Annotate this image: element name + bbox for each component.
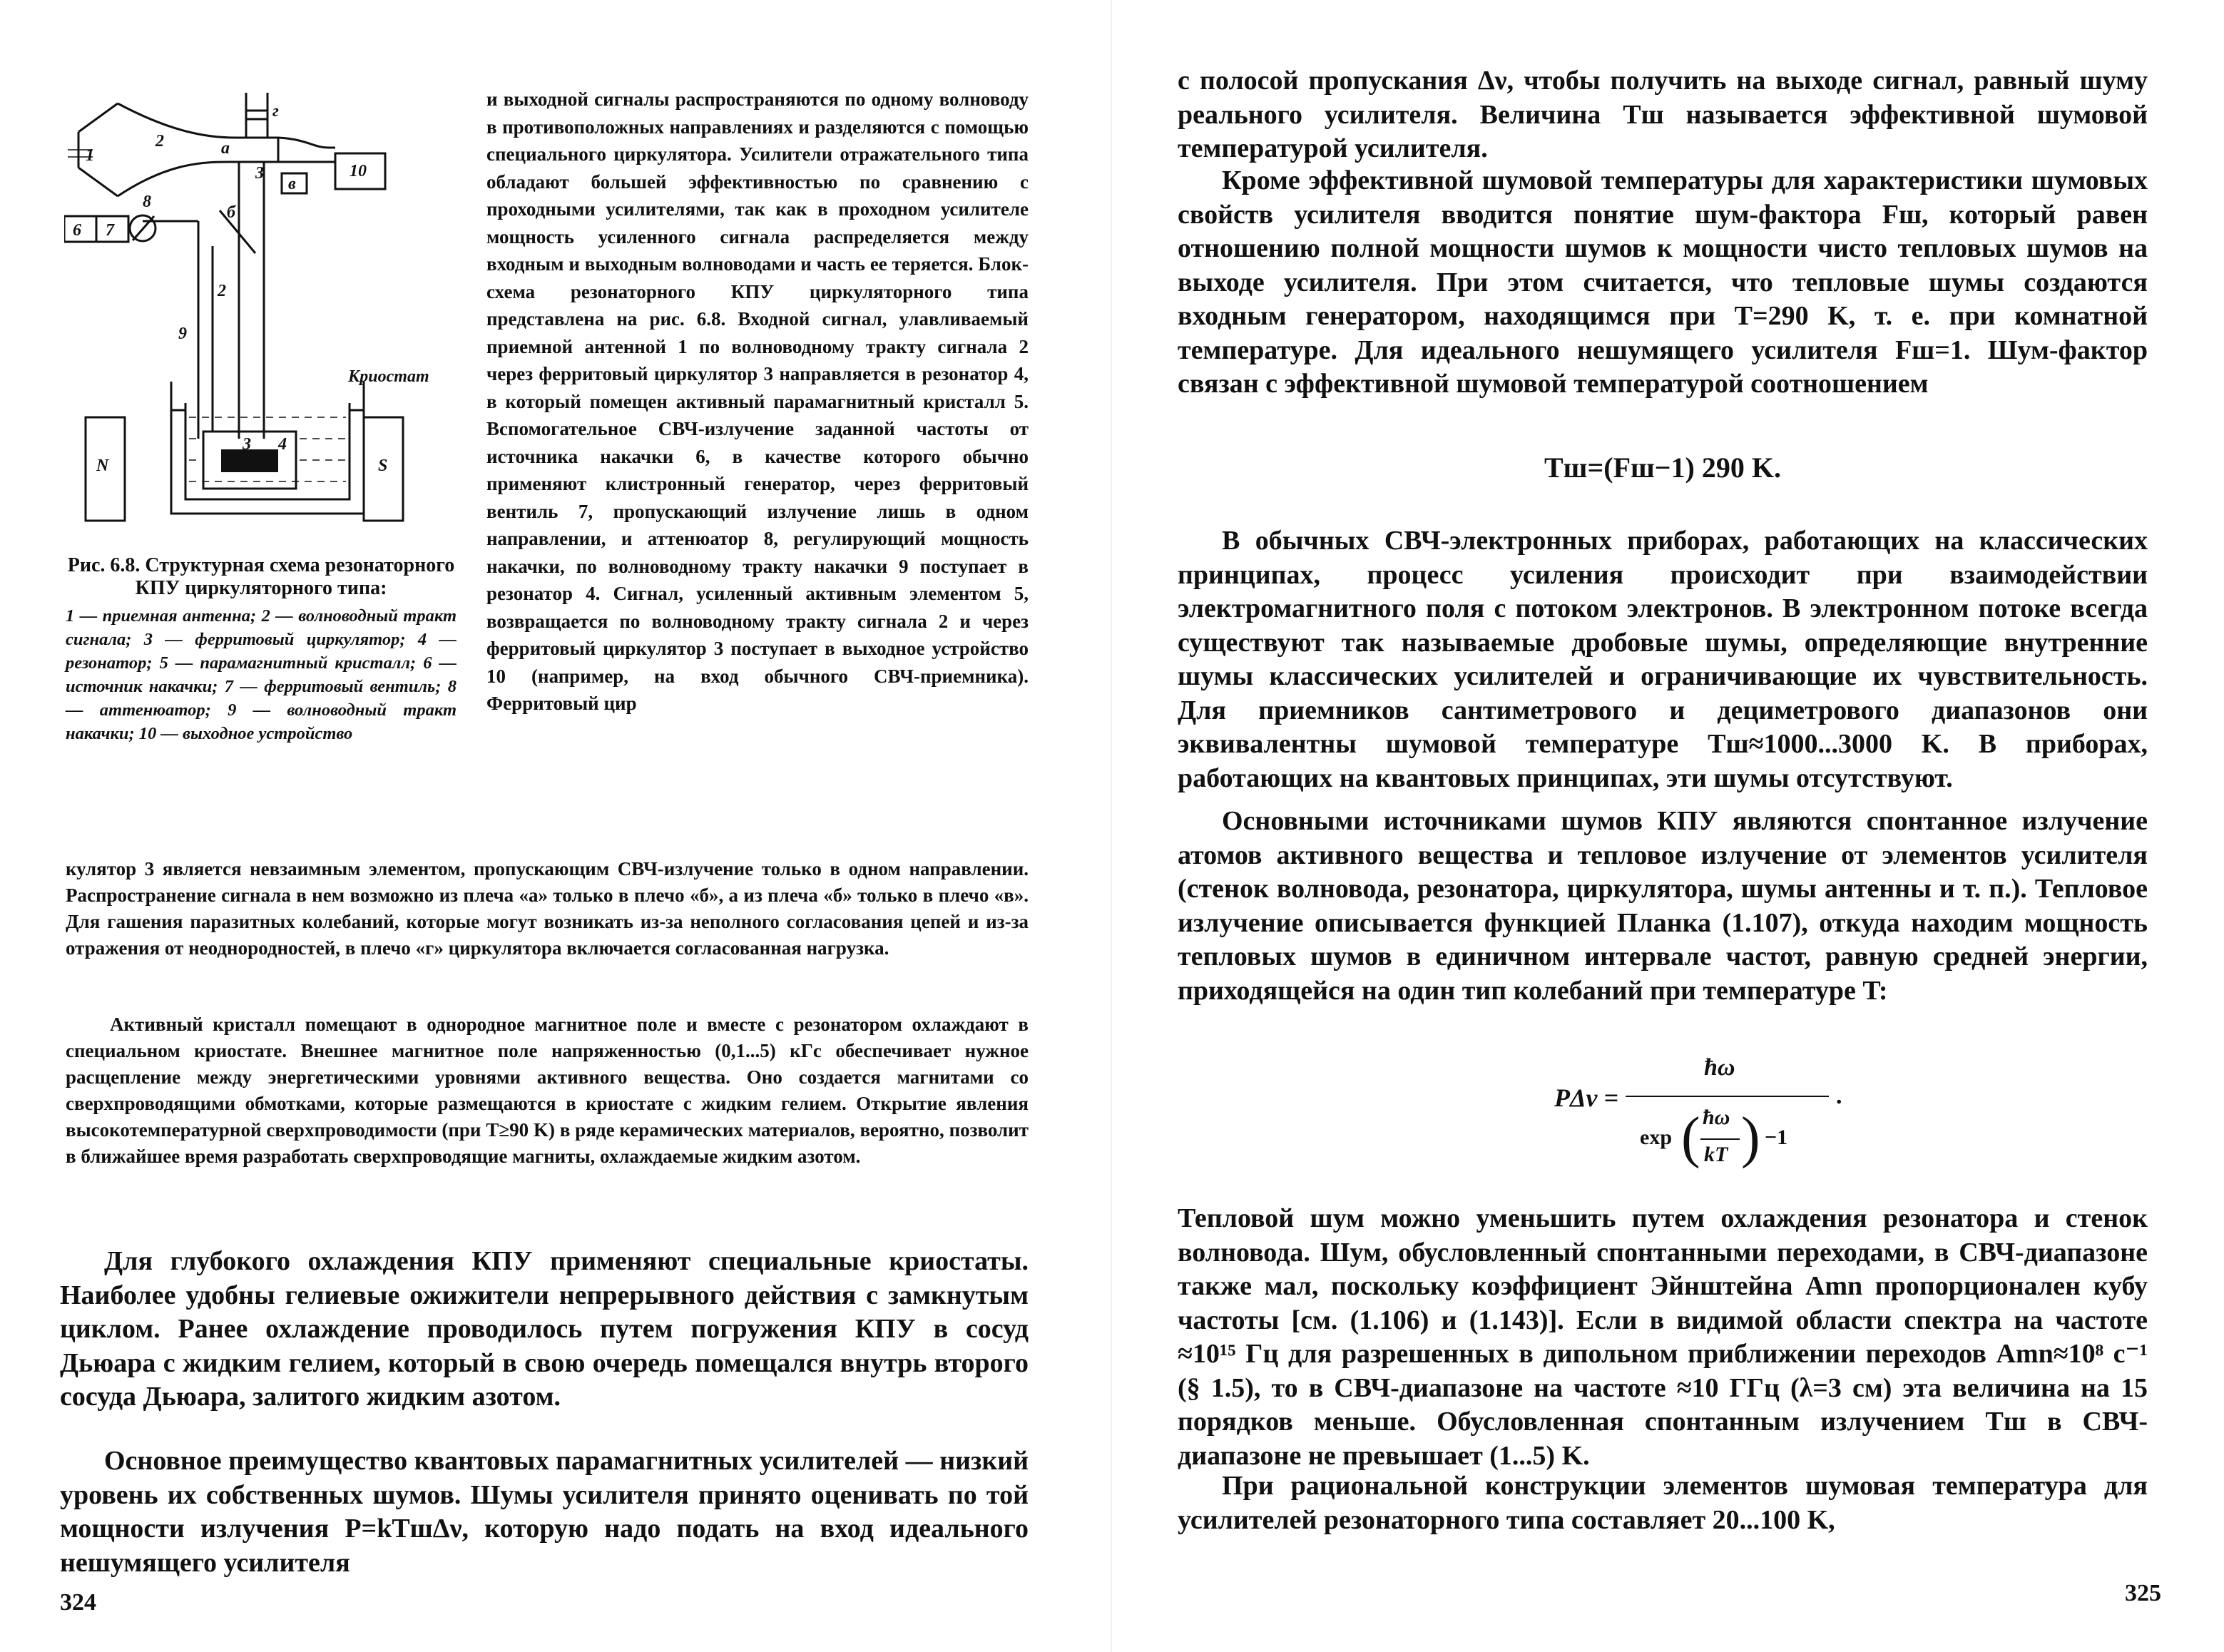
- fig-label-8: 8: [143, 193, 151, 211]
- body-paragraph-1: Для глубокого охлаждения КПУ применяют специальные криостаты. Наиболее удобны гелиевые ожижители непрерывного действия с замкнутым циклом. Ранее охлаждение проводилось путем погружения КПУ в сосуд Дьюара с жидким гелием, который в свою очередь помещался внутрь второго сосуда Дьюара, залитого жидким азотом.: [60, 1246, 1029, 1412]
- fig-label-9: 9: [178, 325, 187, 343]
- page-number-right: 325: [2125, 1580, 2161, 1606]
- fig-label-a: а: [221, 139, 230, 158]
- formula-planck: [1554, 1054, 1925, 1197]
- side-column-text: и выходной сигналы распространяются по одному волноводу в противоположных направлениях и разделяются с помощью специального циркулятора. Усилители отражательного типа обладают большей эффективностью по сравнению с проходными усилителями, так как в проходном усилителе мощность усиленного сигнала распределяется между входным и выходным волноводами и часть ее теряется. Блок-схема резонаторного КПУ циркуляторного типа представлена на рис. 6.8. Входной сигнал, улавливаемый приемной антенной 1 по волноводному тракту сигнала 2 через ферритовый циркулятор 3 направляется в резонатор 4, в который помещен активный парамагнитный кристалл 5. Вспомогательное СВЧ-излучение заданной частоты от источника накачки 6, в качестве которого обычно применяют клистронный генератор, через ферритовый вентиль 7, пропускающий излучение лишь в одном направлении, и аттенюатор 8, регулирующий мощность накачки, по волноводному тракту накачки 9 поступает в резонатор 4. Сигнал, усиленный активным элементом 5, возвращается по волноводному тракту сигнала 2 и через ферритовый циркулятор 3 поступает в выходное устройство 10 (например, на вход обычного СВЧ-приемника). Ферритовый цир: [486, 88, 1029, 714]
- caption-title: Рис. 6.8. Структурная схема резонаторного КПУ циркуляторного типа:: [67, 554, 455, 599]
- fig-label-v: в: [288, 175, 296, 193]
- fig-label-6: 6: [73, 221, 81, 240]
- right-paragraph-2: Кроме эффективной шумовой температуры для характеристики шумовых свойств усилителя вводится понятие шум-фактора Fш, который равен отношению полной мощности шумов к мощности чисто тепловых шумов на выходе усилителя. При этом считается, что тепловые шумы создаются входным генератором, находящимся при T=290 K, т. е. при комнатной температуре. Для идеального нешумящего усилителя Fш=1. Шум-фактор связан с эффективной шумовой температурой соотношением: [1178, 165, 2148, 399]
- page-number-left: 324: [60, 1589, 96, 1616]
- fig-label-4: 4: [278, 435, 287, 454]
- figure-caption: [66, 554, 456, 745]
- fig-label-b: б: [227, 203, 235, 222]
- formula-fraction-bar: [1626, 1096, 1829, 1097]
- fig-label-3: 3: [255, 164, 264, 183]
- formula-inner-num: ħω: [1703, 1106, 1730, 1129]
- right-paragraph-3: В обычных СВЧ-электронных приборах, работающих на классических принципах, процесс усиления происходит при взаимодействии электромагнитного поля с потоком электронов. В электронном потоке всегда существуют так называемые дробовые шумы, определяющие внутренние шумы классических усилителей и ограничивающие их чувствительность. Для приемников сантиметрового и дециметрового диапазонов они эквивалентны шумовой температуре Tш≈1000...3000 K. В приборах, работающих на квантовых принципах, эти шумы отсутствуют.: [1178, 526, 2148, 793]
- right-paragraph-6: При рациональной конструкции элементов шумовая температура для усилителей резонаторного типа составляет 20...100 K,: [1178, 1471, 2148, 1535]
- formula-paren-close: ): [1741, 1106, 1760, 1169]
- formula-noise-temperature: Tш=(Fш−1) 290 K.: [1544, 452, 1781, 484]
- formula-numerator: ħω: [1704, 1054, 1735, 1081]
- fig-label-g: г: [272, 102, 279, 121]
- small-paragraph-1: кулятор 3 является невзаимным элементом, пропускающим СВЧ-излучение только в одном направлении. Распространение сигнала в нем возможно из плеча «а» только в плечо «б», а из плеча «б» только в плечо «в». Для гашения паразитных колебаний, которые могут возникать из-за неполного согласования цепей и из-за отражения от неоднородностей, в плечо «г» циркулятора включается согласованная нагрузка.: [66, 858, 1029, 959]
- formula-minus-one: −1: [1765, 1126, 1788, 1149]
- formula-end: .: [1836, 1083, 1842, 1109]
- formula-exp: exp: [1640, 1126, 1672, 1149]
- formula-inner-den: kT: [1704, 1143, 1728, 1166]
- right-paragraph-1: с полосой пропускания Δν, чтобы получить на выходе сигнал, равный шуму реального усилителя. Величина Tш называется эффективной шумовой температурой усилителя.: [1178, 66, 2148, 163]
- fig-label-10: 10: [350, 162, 367, 180]
- fig-label-N: N: [96, 457, 109, 475]
- fig-label-7: 7: [106, 221, 114, 240]
- formula-inner-bar: [1700, 1138, 1740, 1140]
- right-paragraph-4: Основными источниками шумов КПУ являются спонтанное излучение атомов активного вещества и тепловое излучение от элементов усилителя (стенок волновода, резонатора, циркулятора, шумы антенны и т. п.). Тепловое излучение описывается функцией Планка (1.107), откуда находим мощность тепловых шумов в единичном интервале частот, равную средней энергии, приходящейся на один тип колебаний при температуре T:: [1178, 806, 2148, 1006]
- fig-label-2: 2: [155, 132, 164, 151]
- fig-label-S: S: [378, 457, 388, 475]
- fig-label-1: 1: [86, 146, 94, 165]
- fig-label-cryostat: Криостат: [348, 367, 429, 386]
- right-page: [1112, 0, 2224, 1652]
- body-paragraph-2: Основное преимущество квантовых парамагнитных усилителей — низкий уровень их собственных шумов. Шумы усилителя принято оценивать по той мощности излучения P=kTшΔν, которую надо подать на вход идеального нешумящего усилителя: [60, 1446, 1029, 1578]
- figure-6-8-diagram: [64, 82, 464, 524]
- fig-label-2b: 2: [218, 282, 226, 300]
- caption-legend: 1 — приемная антенна; 2 — волноводный тракт сигнала; 3 — ферритовый циркулятор; 4 — резонатор; 5 — парамагнитный кристалл; 6 — источник накачки; 7 — ферритовый вентиль; 8 — аттенюатор; 9 — волноводный тракт накачки; 10 — выходное устройство: [66, 606, 456, 743]
- fig-label-3b: 3: [243, 435, 251, 454]
- small-paragraph-2: Активный кристалл помещают в однородное магнитное поле и вместе с резонатором охлаждают в специальном криостате. Внешнее магнитное поле напряженностью (0,1...5) кГс обеспечивает нужное расщепление между энергетическими уровнями активного вещества. Оно создается магнитами со сверхпроводящими обмотками, которые размещаются в криостате с жидким гелием. Открытие явления высокотемпературной сверхпроводимости (при T≥90 K) в ряде керамических материалов, вероятно, позволит в ближайшее время разработать сверхпроводящие магниты, охлаждаемые жидким азотом.: [66, 1014, 1029, 1167]
- right-paragraph-5: Тепловой шум можно уменьшить путем охлаждения резонатора и стенок волновода. Шум, обусловленный спонтанными переходами, в СВЧ-диапазоне также мал, поскольку коэффициент Эйнштейна Amn пропорционален кубу частоты [см. (1.106) и (1.143)]. Если в видимой области спектра на частоте ≈10¹⁵ Гц для разрешенных в дипольном приближении переходов Amn≈10⁸ с⁻¹ (§ 1.5), то в СВЧ-диапазоне на частоте ≈10 ГГц (λ=3 см) эта величина на 15 порядков меньше. Обусловленная спонтанным излучением Tш в СВЧ-диапазоне не превышает (1...5) K.: [1178, 1203, 2148, 1471]
- formula-paren-open: (: [1681, 1106, 1700, 1169]
- formula-lhs: PΔν =: [1554, 1084, 1619, 1112]
